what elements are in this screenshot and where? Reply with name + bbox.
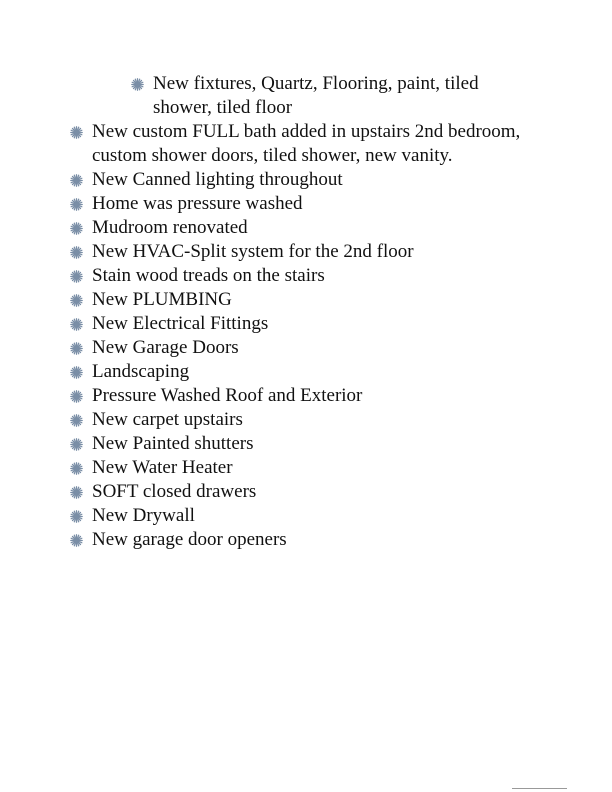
starburst-bullet-icon [70,174,83,187]
list-item [70,264,530,288]
starburst-bullet-icon [70,390,83,403]
list-item [70,240,530,264]
list-item-text: Landscaping [92,361,190,382]
list-item-text: New Electrical Fittings [92,313,269,334]
list-item-text: New Canned lighting throughout [92,169,343,190]
sub-bullet-list [131,72,531,120]
starburst-bullet-icon [131,78,144,91]
list-item [70,456,530,480]
starburst-bullet-icon [70,318,83,331]
starburst-bullet-icon [70,270,83,283]
starburst-bullet-icon [70,438,83,451]
starburst-bullet-icon [70,342,83,355]
starburst-bullet-icon [70,534,83,547]
list-item [70,408,530,432]
list-item-text: New Water Heater [92,457,233,478]
list-item-text: New PLUMBING [92,289,232,310]
list-item [70,504,530,528]
list-item-text: New carpet upstairs [92,409,243,430]
starburst-bullet-icon [70,198,83,211]
list-item-text: Home was pressure washed [92,193,303,214]
starburst-bullet-icon [70,246,83,259]
list-item-text: New fixtures, Quartz, Flooring, paint, tiled shower, tiled floor [153,73,479,118]
list-item [70,336,530,360]
list-item [70,168,530,192]
list-item [70,120,530,168]
list-item [70,384,530,408]
list-item [70,192,530,216]
main-bullet-list [70,120,530,552]
starburst-bullet-icon [70,366,83,379]
list-item [131,72,531,120]
starburst-bullet-icon [70,222,83,235]
starburst-bullet-icon [70,486,83,499]
list-item-text: Pressure Washed Roof and Exterior [92,385,363,406]
list-item-text: New HVAC-Split system for the 2nd floor [92,241,414,262]
starburst-bullet-icon [70,294,83,307]
list-item-text: New Drywall [92,505,195,526]
list-item-text: New garage door openers [92,529,287,550]
list-item-text: Mudroom renovated [92,217,248,238]
starburst-bullet-icon [70,126,83,139]
list-item-text: New custom FULL bath added in upstairs 2nd bedroom, custom shower doors, tiled shower, new vanity. [92,121,521,166]
list-item [70,528,530,552]
list-item-text: New Painted shutters [92,433,254,454]
starburst-bullet-icon [70,510,83,523]
starburst-bullet-icon [70,414,83,427]
list-item [70,432,530,456]
list-item-text: Stain wood treads on the stairs [92,265,325,286]
list-item [70,360,530,384]
list-item [70,288,530,312]
page-corner-mark [512,788,567,790]
list-item-text: SOFT closed drawers [92,481,257,502]
list-item [70,312,530,336]
list-item [70,480,530,504]
list-item-text: New Garage Doors [92,337,239,358]
list-item [70,216,530,240]
starburst-bullet-icon [70,462,83,475]
